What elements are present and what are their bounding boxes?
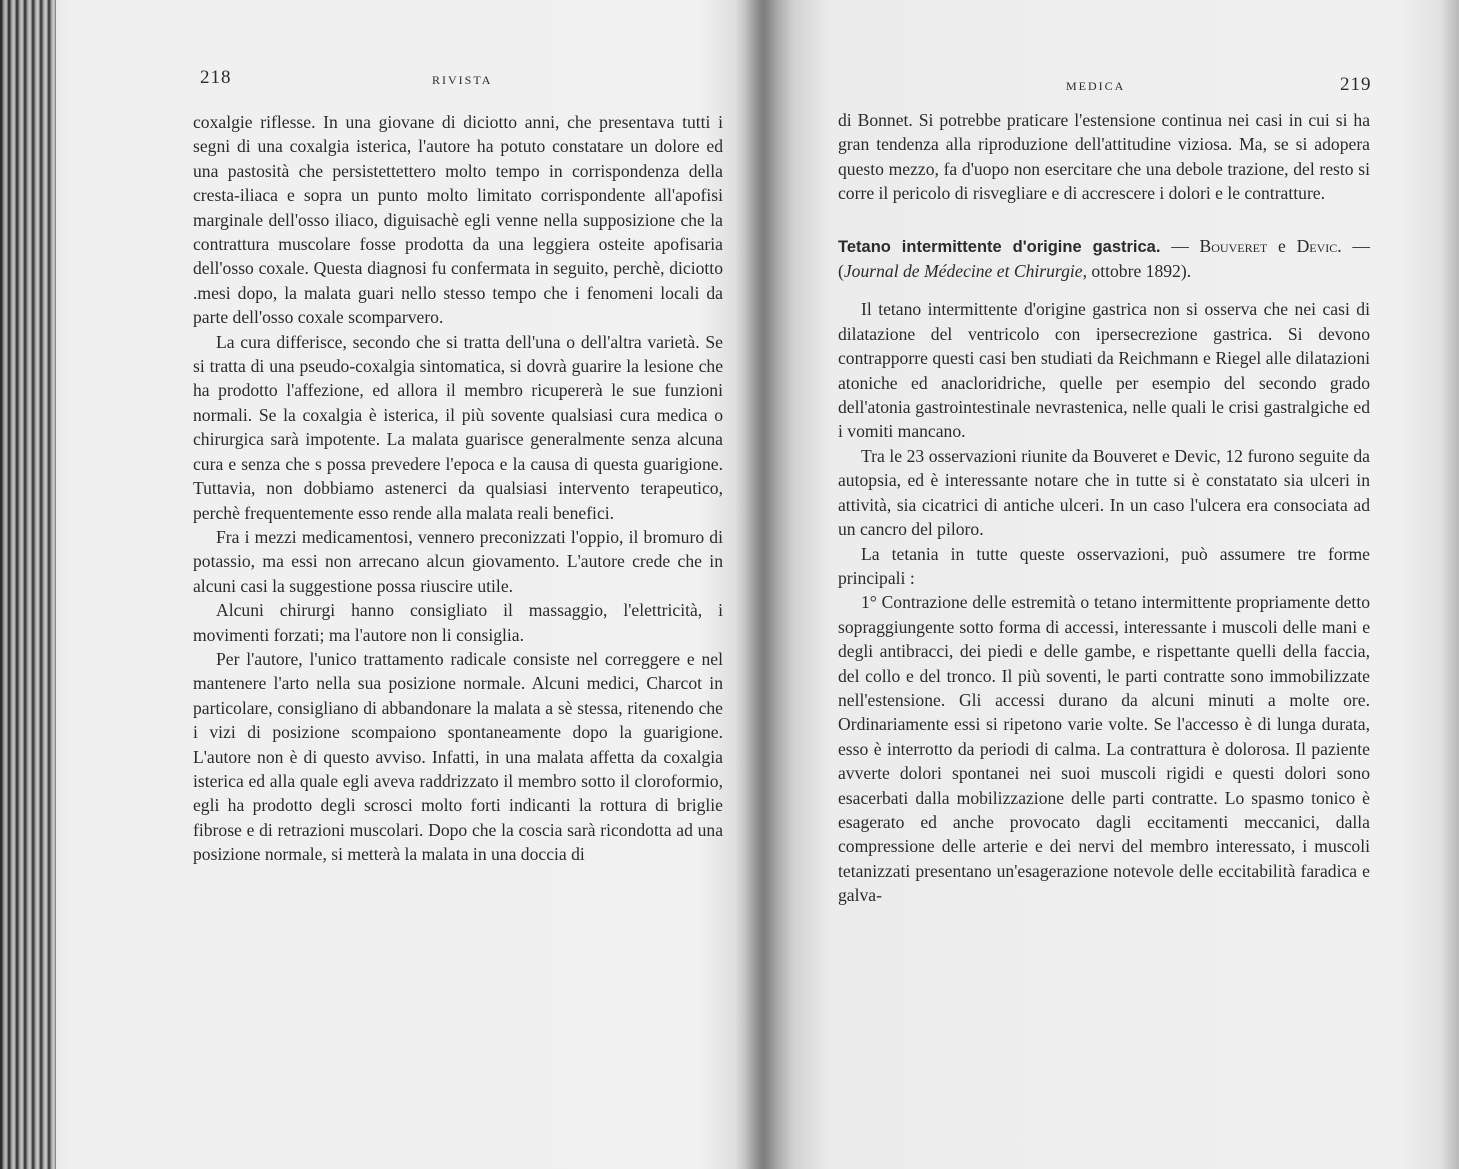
paragraph: Tra le 23 osservazioni riunite da Bouveret e Devic, 12 furono seguite da autopsia, ed è interessante notare che in tutte si è constatato sia ulceri in attività, sia cicatrici di antiche ulceri. In un caso l'ulcera era consociata ad un cancro del piloro. <box>838 445 1370 540</box>
left-body-text <box>193 110 723 867</box>
section-title: Tetano intermittente d'origine gastrica. <box>838 237 1161 256</box>
paragraph: Il tetano intermittente d'origine gastrica non si osserva che nei casi di dilatazione del ventricolo con ipersecrezione gastrica. Si devono contrapporre questi casi ben studiati da Reichmann e Riegel alle dilatazioni atoniche ed anacloridriche, quelle per esempio del secondo grado dell'atonia gastrointestinale nevrastenica, nelle quali le crisi gastralgiche ed i vomiti mancano. <box>838 299 1370 442</box>
author-devic: Devic <box>1296 235 1338 256</box>
heading-dash: — <box>1160 235 1200 256</box>
paragraph: La tetania in tutte queste osservazioni, può assumere tre forme principali : <box>838 543 1370 588</box>
paragraph: La cura differisce, secondo che si tratta dell'una o dell'altra varietà. Se si tratta di una pseudo-coxalgia sintomatica, si dovrà guarire la lesione che ha prodotto l'affezione, ed allora il membro ricupererà le sue funzioni normali. Se la coxalgia è isterica, il più sovente qualsiasi cura medica o chirurgica sarà impotente. La malata guarisce generalmente senza alcuna cura e senza che s possa prevedere l'epoca e la causa di questa guarigione. Tuttavia, non dobbiamo astenerci da qualsiasi intervento terapeutico, perchè frequentemente esso rende alla malata reali benefici. <box>193 331 723 523</box>
paragraph: Fra i mezzi medicamentosi, vennero preconizzati l'oppio, il bromuro di potassio, ma essi non arrecano alcun giovamento. L'autore crede che in alcuni casi la suggestione possa riuscire utile. <box>193 526 723 596</box>
paragraph: di Bonnet. Si potrebbe praticare l'estensione continua nei casi in cui si ha gran tendenza alla riproduzione dell'attitudine viziosa. Ma, se si adopera questo mezzo, fa d'uopo non esercitare che una debole trazione, del resto si corre il pericolo di risvegliare e di accrescere i dolori e le contratture. <box>838 110 1370 204</box>
paragraph: Per l'autore, l'unico trattamento radicale consiste nel correggere e nel mantenere l'arto nella sua posizione normale. Alcuni medici, Charcot in particolare, consigliano di abbandonare la malata a sè stessa, ritenendo che i vizi di posizione scompaiono spontaneamente dopo la guarigione. L'autore non è di questo avviso. Infatti, in una malata affetta da coxalgia isterica ed alla quale egli aveva raddrizzato il membro sotto il cloroformio, egli ha prodotto degli scrosci molto forti indicanti la rottura di briglie fibrose e di retrazioni muscolari. Dopo che la coscia sarà ricondotta ad una posizione normale, si metterà la malata in una doccia di <box>193 648 723 865</box>
author-bouveret: Bouveret <box>1199 235 1268 256</box>
paragraph: coxalgie riflesse. In una giovane di diciotto anni, che presentava tutti i segni di una coxalgia isterica, l'autore ha potuto constatare un dolore ed una pastosità che persistettettero molto tempo in corrispondenza della cresta-iliaca e sopra un punto molto limitato corrispondente all'apofisi marginale dell'osso iliaco, diguisachè egli venne nella supposizione che la contrattura muscolare fosse prodotta da una leggiera osteite apofisaria dell'osso coxale. Questa diagnosi fu confermata in seguito, perchè, diciotto .mesi dopo, la malata guari nello stesso tempo che i fenomeni locali da parte dell'osso coxale scomparvero. <box>193 112 723 328</box>
heading-and: e <box>1267 235 1297 256</box>
right-body-text <box>838 108 1370 908</box>
publication-date: , ottobre 1892). <box>1082 261 1192 282</box>
journal-name: Journal de Médecine et Chirurgie <box>843 261 1083 282</box>
section-heading <box>838 234 1370 284</box>
paragraph: 1° Contrazione delle estremità o tetano intermittente propriamente detto sopraggiungente sotto forma di accessi, interessante i muscoli delle mani e degli antibracci, dei piedi e delle gambe, e rispettante quelli della faccia, del collo e del tronco. Il più soventi, le parti contratte sono immobilizzate nell'estensione. Gli accessi durano da alcuni minuti a molte ore. Ordinariamente essi si ripetono varie volte. Se l'accesso è di lunga durata, esso è interrotto da periodi di calma. La contrattura è dolorosa. Il paziente avverte dolori spontanei nei suoi muscoli rigidi e questi dolori sono esacerbati dalla mobilizzazione delle parti contratte. Lo spasmo tonico è esagerato ed anche provocato dagli eccitamenti meccanici, dalla compressione delle arterie e dei nervi del membro interessato, i muscoli tetanizzati presentano un'esagerazione notevole delle eccitabilità faradica e galva- <box>838 592 1370 906</box>
paragraph: Alcuni chirurgi hanno consigliato il massaggio, l'elettricità, i movimenti forzati; ma l'autore non li consiglia. <box>193 600 723 645</box>
left-running-title: RIVISTA <box>432 73 493 87</box>
right-running-head <box>840 70 1375 94</box>
heading-sep: . — ( <box>838 235 1370 282</box>
right-page-number: 219 <box>1340 74 1372 95</box>
right-page <box>760 0 1459 1169</box>
left-page-number: 218 <box>200 67 232 88</box>
left-running-head <box>200 67 720 94</box>
right-running-title: MEDICA <box>1066 79 1126 93</box>
section-body <box>838 297 1370 907</box>
